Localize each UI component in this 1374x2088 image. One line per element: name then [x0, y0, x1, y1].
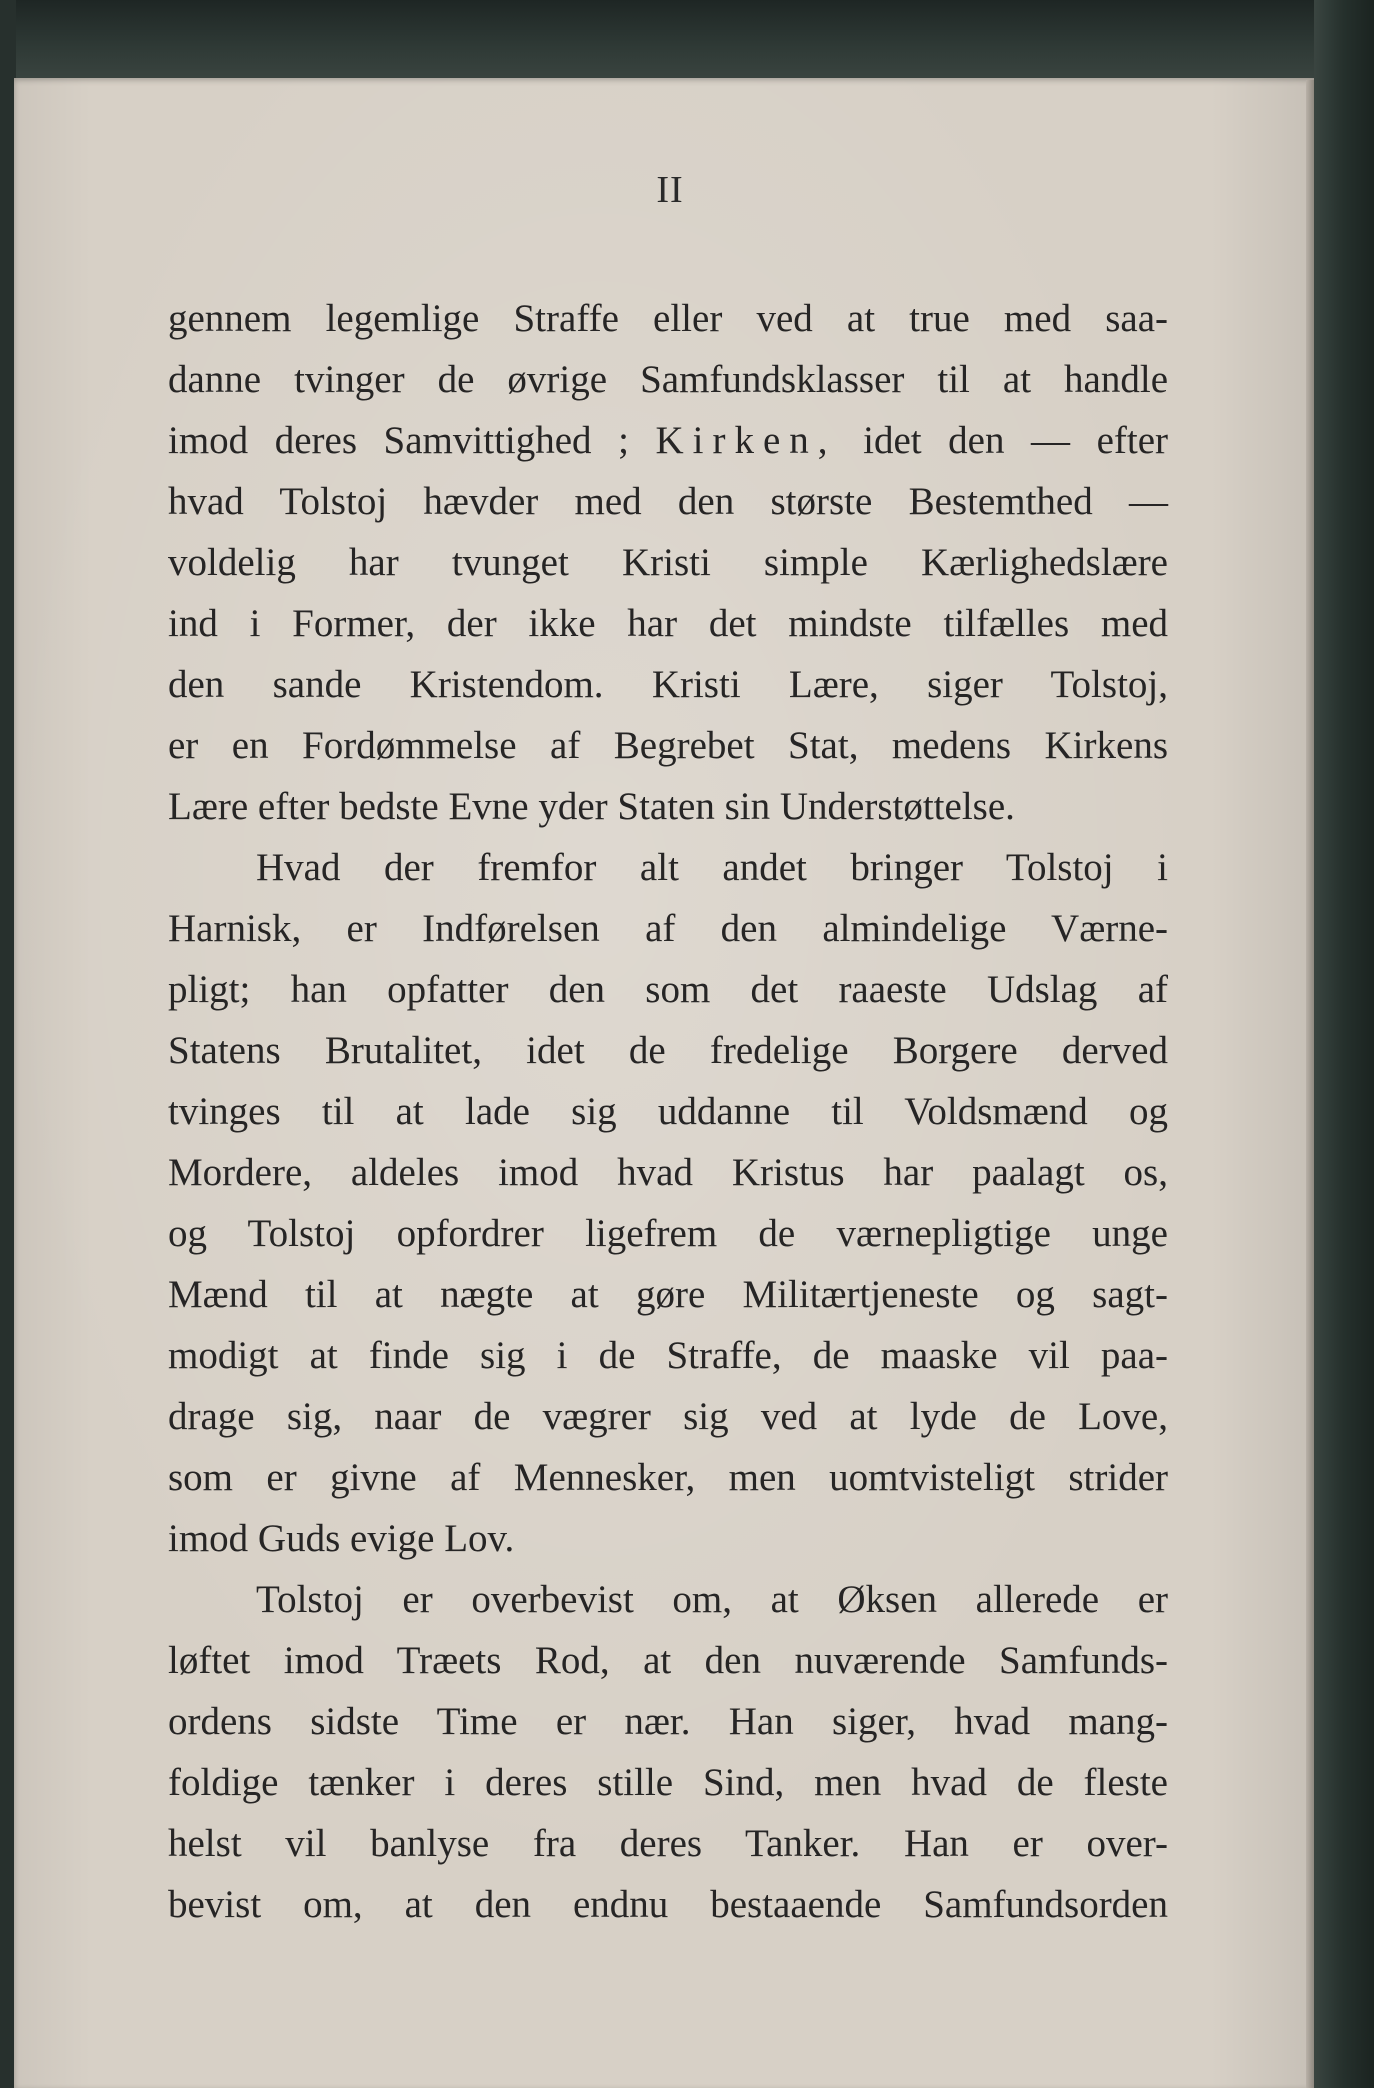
book-cover-top — [0, 0, 1374, 80]
text-line: Harnisk, er Indførelsen af den almindelige Værne- — [168, 907, 1168, 950]
text-fragment: imod deres Samvittighed ; — [168, 419, 629, 462]
text-line: som er givne af Mennesker, men uomtvisteligt strider — [168, 1456, 1168, 1499]
paragraph-start: Hvad der fremfor alt andet bringer Tolstoj i — [256, 846, 1168, 889]
book-cover-right — [1314, 0, 1374, 2088]
text-line: helst vil banlyse fra deres Tanker. Han er over- — [168, 1822, 1168, 1865]
text-line: er en Fordømmelse af Begrebet Stat, medens Kirkens — [168, 724, 1168, 767]
text-line: drage sig, naar de vægrer sig ved at lyde de Love, — [168, 1395, 1168, 1438]
text-line: foldige tænker i deres stille Sind, men hvad de fleste — [168, 1761, 1168, 1804]
text-line: imod Guds evige Lov. — [168, 1517, 515, 1560]
text-line: pligt; han opfatter den som det raaeste Udslag af — [168, 968, 1168, 1011]
text-fragment: idet den — efter — [863, 419, 1169, 462]
text-line: Lære efter bedste Evne yder Staten sin Understøttelse. — [168, 785, 1015, 828]
text-line: Statens Brutalitet, idet de fredelige Borgere derved — [168, 1029, 1168, 1072]
text-line: løftet imod Træets Rod, at den nuværende Samfunds- — [168, 1639, 1168, 1682]
text-line: bevist om, at den endnu bestaaende Samfundsorden — [168, 1883, 1168, 1926]
text-line-emphasis — [168, 410, 1168, 471]
text-line: modigt at finde sig i de Straffe, de maaske vil paa- — [168, 1334, 1168, 1377]
emphasized-word: Kirken, — [655, 419, 837, 462]
text-line: og Tolstoj opfordrer ligefrem de værnepligtige unge — [168, 1212, 1168, 1255]
paragraph-start: Tolstoj er overbevist om, at Øksen allerede er — [256, 1578, 1168, 1621]
page-number: II — [656, 169, 684, 211]
text-line: Mænd til at nægte at gøre Militærtjeneste og sagt- — [168, 1273, 1168, 1316]
text-line: ordens sidste Time er nær. Han siger, hvad mang- — [168, 1700, 1168, 1743]
text-line: gennem legemlige Straffe eller ved at true med saa- — [168, 297, 1168, 340]
text-line: Mordere, aldeles imod hvad Kristus har paalagt os, — [168, 1151, 1168, 1194]
text-line: tvinges til at lade sig uddanne til Voldsmænd og — [168, 1090, 1168, 1133]
page-edge-shadow — [1306, 80, 1314, 2088]
body-text — [168, 288, 1168, 1935]
text-line: ind i Former, der ikke har det mindste tilfælles med — [168, 602, 1168, 645]
text-line: den sande Kristendom. Kristi Lære, siger Tolstoj, — [168, 663, 1168, 706]
text-line: danne tvinger de øvrige Samfundsklasser til at handle — [168, 358, 1168, 401]
text-line: voldelig har tvunget Kristi simple Kærlighedslære — [168, 541, 1168, 584]
text-line: hvad Tolstoj hævder med den største Bestemthed — — [168, 480, 1168, 523]
